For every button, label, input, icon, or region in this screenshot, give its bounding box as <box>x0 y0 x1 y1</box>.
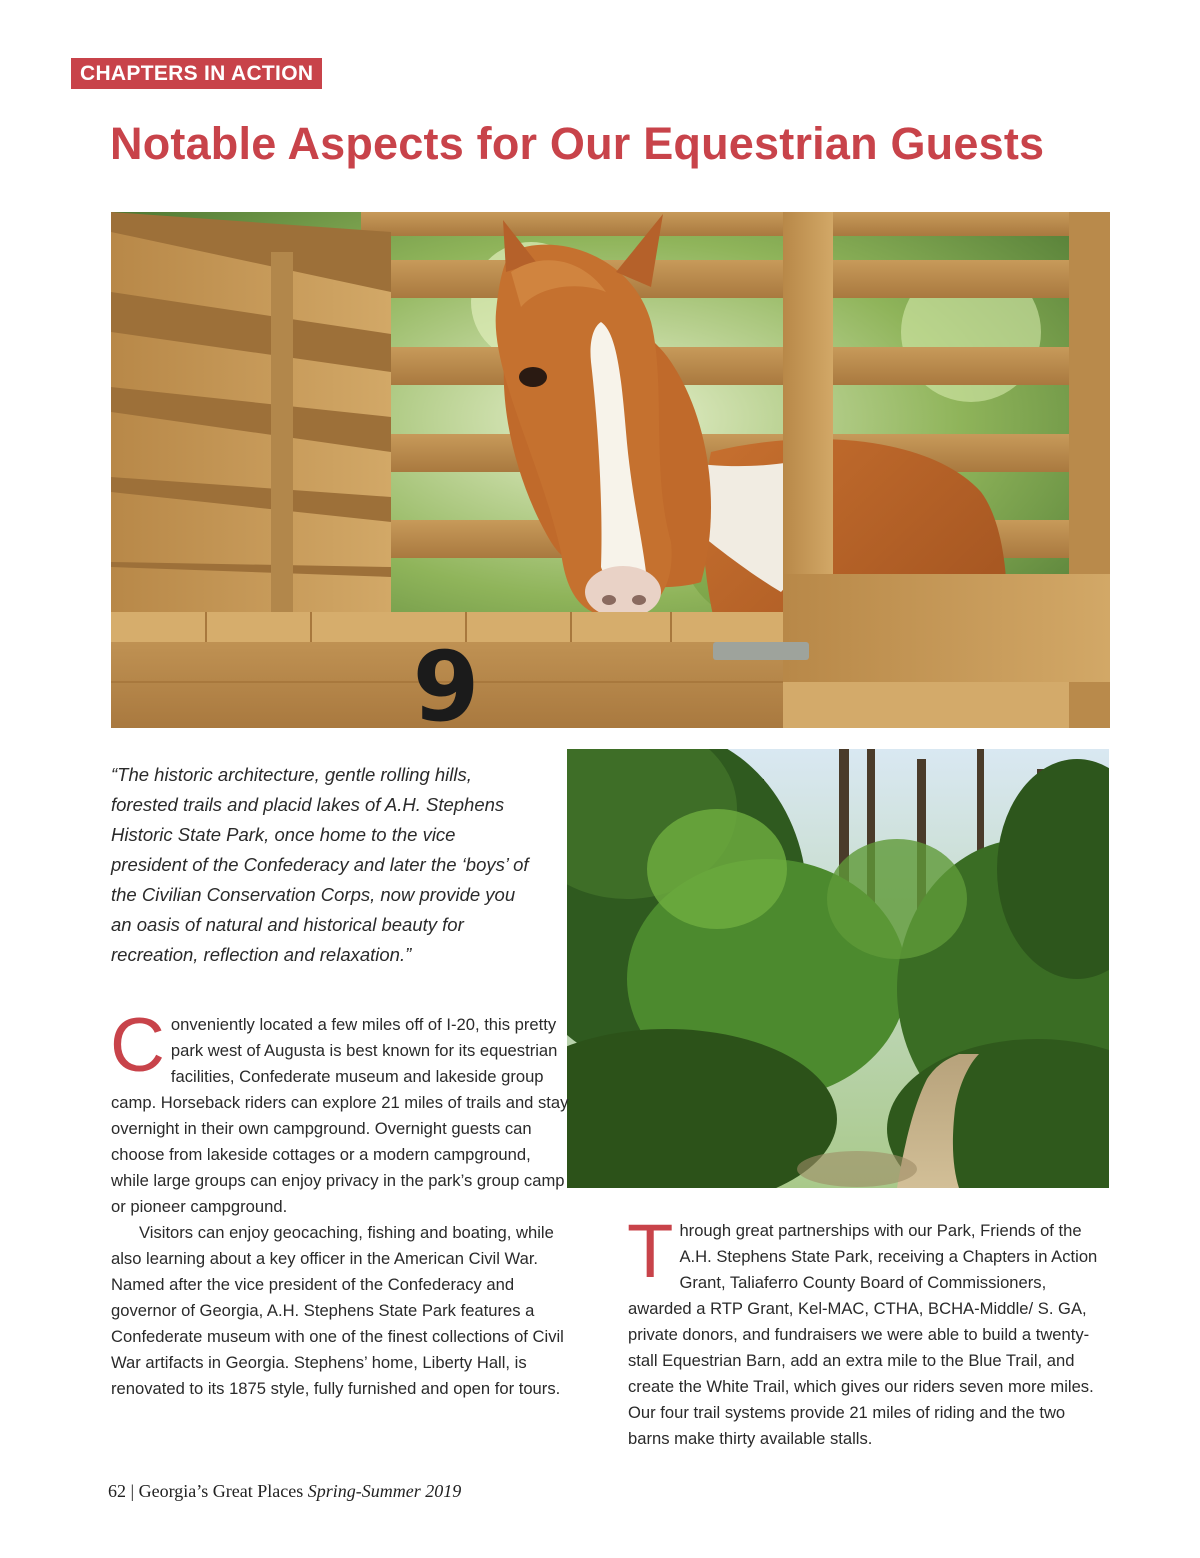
issue-name: Spring-Summer 2019 <box>307 1481 462 1501</box>
left-paragraph-2: Visitors can enjoy geocaching, fishing and boating, while also learning about a key officer in the American Civil War. Named after the vice president of the Confederacy and governor of Georgia, A.H. Stephens State Park features a Confederate museum with one of the finest collections of Civil War artifacts in Georgia. Stephens’ home, Liberty Hall, is renovated to its 1875 style, fully furnished and open for tours. <box>111 1223 564 1398</box>
stall-number: 9 <box>412 631 480 728</box>
horse-stall-photo <box>111 212 1110 728</box>
left-column-article <box>110 1003 571 1402</box>
right-column-article <box>627 1209 1110 1452</box>
page-number: 62 <box>108 1481 126 1501</box>
right-paragraph-1: hrough great partnerships with our Park, Friends of the A.H. Stephens State Park, receiving a Chapters in Action Grant, Taliaferro County Board of Commissioners, awarded a RTP Grant, Kel-MAC, CTHA, BCHA-Middle/ S. GA, private donors, and fundraisers we were able to build a twenty-stall Equestrian Barn, add an extra mile to the Blue Trail, and create the White Trail, which gives our riders seven more miles. Our four trail systems provide 21 miles of riding and the two barns make thirty available stalls. <box>628 1221 1098 1448</box>
publication-name: Georgia’s Great Places <box>138 1481 304 1501</box>
page-title: Notable Aspects for Our Equestrian Guests <box>110 118 1045 169</box>
page-footer <box>108 1481 461 1502</box>
pull-quote: “The historic architecture, gentle rolling hills, forested trails and placid lakes of A.H. Stephens Historic State Park, once home to the vice president of the Confederacy and later the ‘boys’ of the Civilian Conservation Corps, now provide you an oasis of natural and historical beauty for recreation, reflection and relaxation.” <box>111 764 529 965</box>
left-paragraph-1: onveniently located a few miles off of I-20, this pretty park west of Augusta is best known for its equestrian facilities, Confederate museum and lakeside group camp. Horseback riders can explore 21 miles of trails and stay overnight in their own campground. Overnight guests can choose from lakeside cottages or a modern campground, while large groups can enjoy privacy in the park’s group camp or pioneer campground. <box>111 1015 569 1216</box>
footer-separator: | <box>130 1481 135 1501</box>
drop-cap-t: T <box>627 1209 674 1294</box>
forest-trail-photo <box>567 749 1109 1188</box>
drop-cap-c: C <box>110 1003 165 1088</box>
section-label: CHAPTERS IN ACTION <box>71 58 322 89</box>
